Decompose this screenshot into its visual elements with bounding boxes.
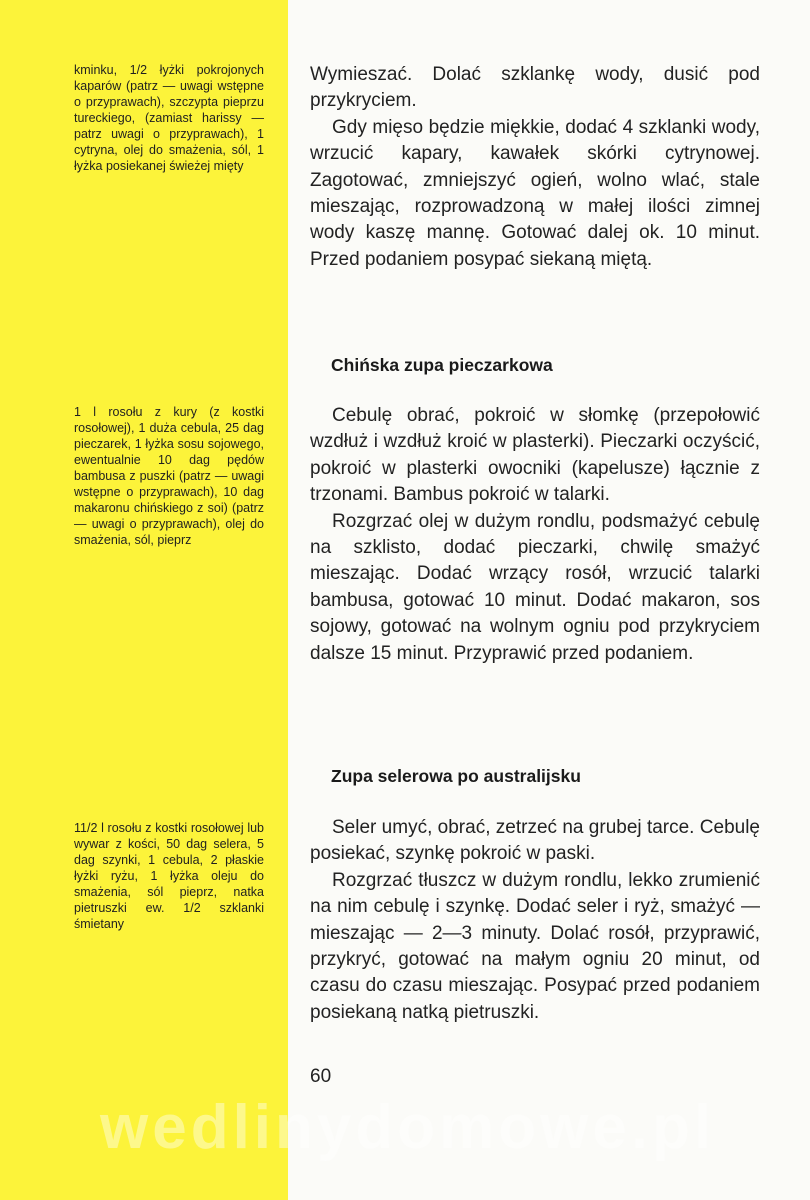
recipe-3-paragraph-1: Seler umyć, obrać, zetrzeć na grubej tarce. Cebulę posiekać, szynkę pokroić w paski. xyxy=(310,817,760,865)
recipe-3-paragraph-2: Rozgrzać tłuszcz w dużym rondlu, lekko zrumienić na nim cebulę i szynkę. Dodać seler i ryż, smażyć — mieszając — 2—3 minuty. Dolać rosół, przyprawić, przykryć, gotować na małym ogniu 20 minut, od czasu do czasu mieszając. Posypać przed podaniem posiekaną natką pietruszki. xyxy=(310,869,760,1023)
recipe-3-title: Zupa selerowa po australijsku xyxy=(331,766,581,786)
ingredients-sidebar xyxy=(0,0,288,1200)
recipe-1-paragraph-2: Gdy mięso będzie miękkie, dodać 4 szklanki wody, wrzucić kapary, kawałek skórki cytrynowej. Zagotować, zmniejszyć ogień, wolno wlać, stale mieszając, rozprowadzoną w małej ilości zimnej wody kaszę mannę. Gotować dalej ok. 10 minut. Przed podaniem posypać siekaną miętą. xyxy=(310,116,760,270)
recipe-1-text xyxy=(310,62,760,273)
recipe-2-title: Chińska zupa pieczarkowa xyxy=(331,355,553,375)
watermark: wedlinydomowe.pl xyxy=(100,1093,716,1162)
ingredients-list-3: 11/2 l rosołu z kostki rosołowej lub wywar z kości, 50 dag selera, 5 dag szynki, 1 cebula, 2 płaskie łyżki ryżu, 1 łyżka oleju do smażenia, sól pieprz, natka pietruszki ew. 1/2 szklanki śmietany xyxy=(74,821,264,931)
ingredients-list-2: 1 l rosołu z kury (z kostki rosołowej), 1 duża cebula, 25 dag pieczarek, 1 łyżka sosu sojowego, ewentualnie 10 dag pędów bambusa z puszki (patrz — uwagi wstępne o przyprawach), 10 dag makaronu chińskiego z soi) (patrz — uwagi o przyprawach), olej do smażenia, sól, pieprz xyxy=(74,405,264,547)
page-number: 60 xyxy=(310,1066,332,1087)
recipe-2-paragraph-1: Cebulę obrać, pokroić w słomkę (przepołowić wzdłuż i wzdłuż kroić w plasterki). Pieczarki oczyścić, pokroić w plasterki owocniki (kapelusze) łącznie z trzonami. Bambus pokroić w talarki. xyxy=(310,405,760,506)
recipe-1-paragraph-1: Wymieszać. Dolać szklankę wody, dusić pod przykryciem. xyxy=(310,64,760,112)
recipe-2-text xyxy=(310,403,760,667)
recipe-3-text xyxy=(310,815,760,1026)
ingredients-list-1: kminku, 1/2 łyżki pokrojonych kaparów (patrz — uwagi wstępne o przyprawach), szczypta pieprzu tureckiego, (zamiast harissy — patrz uwagi o przyprawach), 1 cytryna, olej do smażenia, sól, 1 łyżka posiekanej świeżej mięty xyxy=(74,63,264,173)
recipe-2-paragraph-2: Rozgrzać olej w dużym rondlu, podsmażyć cebulę na szklisto, dodać pieczarki, chwilę smażyć mieszając. Dodać wrzący rosół, wrzucić talarki bambusa, gotować 10 minut. Dodać makaron, sos sojowy, gotować na wolnym ogniu pod przykryciem dalsze 15 minut. Przyprawić przed podaniem. xyxy=(310,510,760,664)
